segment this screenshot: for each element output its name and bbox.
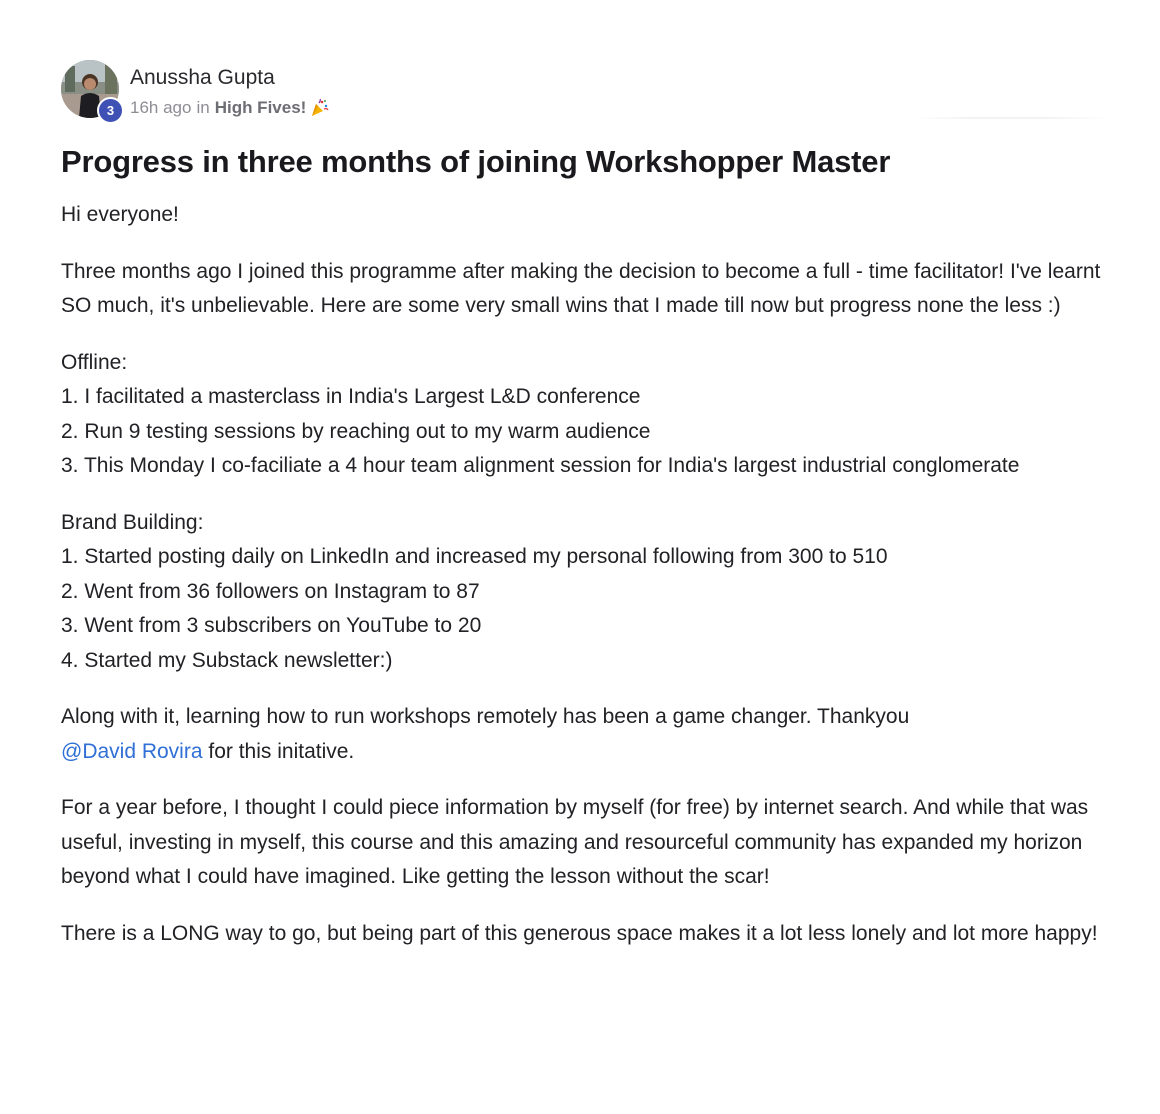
intro-paragraph: Three months ago I joined this programme after making the decision to become a full - time facilitator! I've learnt SO much, it's unbelievable. Here are some very small wins that I made till now but progress none the less :)	[61, 259, 1101, 317]
space-link[interactable]: High Fives!	[214, 98, 307, 117]
offline-heading: Offline:	[61, 350, 128, 374]
post-meta	[130, 98, 329, 118]
closing-paragraph: There is a LONG way to go, but being part of this generous space makes it a lot less lonely and lot more happy!	[61, 921, 1098, 945]
list-item: 4. Started my Substack newsletter:)	[61, 648, 393, 672]
remote-text: Along with it, learning how to run workshops remotely has been a game changer. Thankyou	[61, 705, 910, 728]
reflection-paragraph: For a year before, I thought I could piece information by myself (for free) by internet search. And while that was useful, investing in myself, this course and this amazing and resourceful community has expanded my horizon beyond what I could have imagined. Like getting the lesson without the scar!	[61, 796, 1089, 888]
post-time[interactable]: 16h ago	[130, 98, 192, 117]
remote-text-after: for this initative.	[202, 739, 355, 763]
level-badge: 3	[97, 97, 124, 124]
post-header	[61, 60, 1111, 122]
header-divider	[911, 117, 1111, 119]
list-item: 1. Started posting daily on LinkedIn and increased my personal following from 300 to 510	[61, 545, 888, 568]
list-item: 2. Run 9 testing sessions by reaching out to my warm audience	[61, 419, 651, 443]
meta-in-word: in	[196, 98, 210, 117]
remote-paragraph	[61, 700, 1111, 769]
greeting-paragraph: Hi everyone!	[61, 203, 179, 226]
mention-link[interactable]: @David Rovira	[61, 739, 203, 763]
post-card	[61, 60, 1111, 973]
party-popper-icon	[309, 98, 329, 118]
list-item: 3. This Monday I co-faciliate a 4 hour team alignment session for India's largest industrial conglomerate	[61, 454, 1020, 477]
brand-heading: Brand Building:	[61, 510, 204, 534]
list-item: 1. I facilitated a masterclass in India's Largest L&D conference	[61, 385, 641, 408]
post-title: Progress in three months of joining Workshopper Master	[61, 144, 891, 179]
list-item: 2. Went from 36 followers on Instagram to 87	[61, 579, 480, 603]
author-name[interactable]: Anussha Gupta	[130, 66, 275, 89]
offline-section	[61, 346, 1111, 484]
brand-section	[61, 506, 1111, 679]
list-item: 3. Went from 3 subscribers on YouTube to 20	[61, 614, 482, 637]
post-body	[61, 198, 1111, 951]
